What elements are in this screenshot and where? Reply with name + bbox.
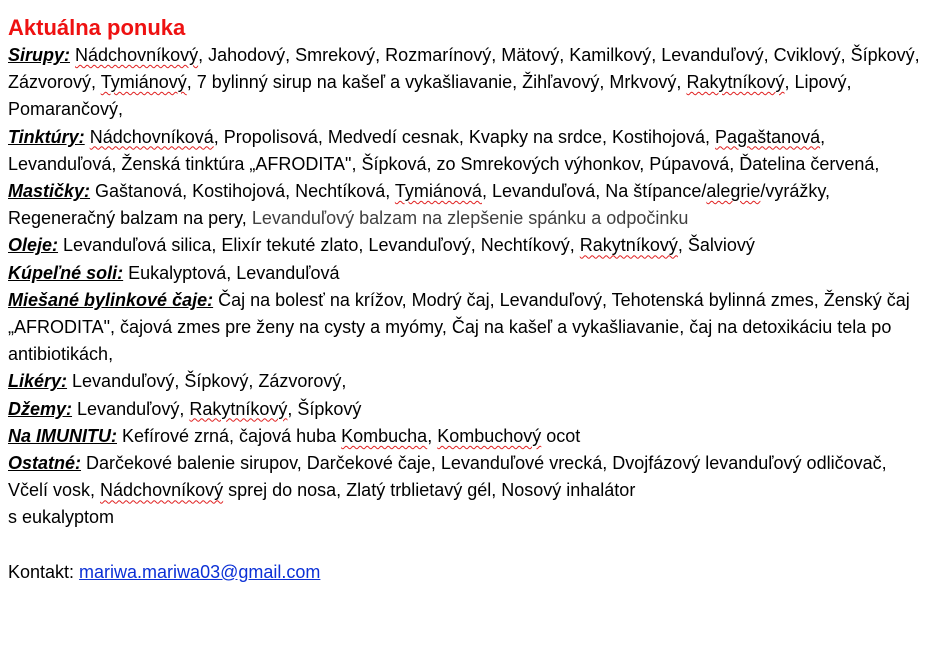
- section-text: /vyrážky, Regeneračný balzam na pery,: [8, 181, 831, 229]
- section-tinktury: [8, 124, 924, 178]
- section-text: Darčekové balenie sirupov, Darčekové čaje, Levanduľové vrecká, Dvojfázový levanduľový odličovač, Včelí vosk,: [8, 453, 887, 501]
- section-text: , Levanduľová, Ženská tinktúra „AFRODITA", Šípková, zo Smrekových výhonkov, Púpavová, Ďatelina červená,: [8, 126, 880, 174]
- section-caje: [8, 287, 924, 369]
- misspelled-word: Kombucha: [341, 425, 428, 446]
- section-text: s eukalyptom: [8, 507, 115, 528]
- section-oleje: [8, 232, 924, 259]
- section-imunita: [8, 423, 924, 450]
- section-text: Levanduľový, Šípkový, Zázvorový,: [67, 371, 347, 392]
- page-title: Aktuálna ponuka: [8, 15, 186, 40]
- misspelled-word: Nádchovníkový: [75, 45, 199, 65]
- section-likery: [8, 368, 924, 395]
- category-label: Tinktúry:: [8, 126, 85, 147]
- section-text: Levanduľová silica, Elixír tekuté zlato, Levanduľový, Nechtíkový,: [58, 235, 580, 256]
- category-label: Na IMUNITU:: [8, 425, 117, 446]
- section-text: , Šípkový: [287, 398, 362, 419]
- misspelled-word: Rakytníkový: [189, 398, 288, 419]
- section-text: , Šalviový: [677, 235, 755, 256]
- document-body: [8, 14, 924, 586]
- section-ostatne: [8, 450, 924, 532]
- section-text: , Propolisová, Medvedí cesnak, Kvapky na srdce, Kostihojová,: [213, 126, 716, 147]
- misspelled-word: Nádchovníkový: [100, 480, 224, 501]
- section-text: ocot: [541, 425, 581, 446]
- misspelled-word: Kombuchový: [437, 425, 542, 446]
- category-label: Ostatné:: [8, 453, 82, 474]
- section-text: sprej do nosa, Zlatý trblietavý gél, Nosový inhalátor: [223, 480, 636, 501]
- misspelled-word: Tymiánová: [394, 181, 482, 202]
- section-kupelne-soli: [8, 260, 924, 287]
- email-link[interactable]: mariwa.mariwa03@gmail.com: [79, 561, 321, 582]
- section-text: Levanduľový,: [72, 398, 190, 419]
- category-label: Mastičky:: [8, 181, 91, 202]
- blank-line: [8, 532, 924, 559]
- section-text: , Jahodový, Smrekový, Rozmarínový, Mätový, Kamilkový, Levanduľový, Cviklový, Šípkový, Zázvorový,: [8, 45, 920, 93]
- category-label: Kúpeľné soli:: [8, 262, 124, 283]
- category-label: Miešané bylinkové čaje:: [8, 289, 214, 310]
- section-sirupy: [8, 42, 924, 124]
- section-text: , Levanduľová, Na štípance/: [481, 181, 707, 202]
- section-text: Čaj na bolesť na krížov, Modrý čaj, Levanduľový, Tehotenská bylinná zmes, Ženský čaj „AFRODITA", čajová zmes pre ženy na cysty a myómy, Čaj na kašeľ a vykašliavanie, čaj na detoxikáciu tela po antibiotikách,: [8, 289, 910, 365]
- category-label: Džemy:: [8, 398, 73, 419]
- section-text: Eukalyptová, Levanduľová: [123, 262, 340, 283]
- section-text: , 7 bylinný sirup na kašeľ a vykašliavanie, Žihľavový, Mrkvový,: [186, 72, 687, 93]
- category-label: Sirupy:: [8, 45, 71, 65]
- misspelled-word: Rakytníkový: [686, 72, 785, 93]
- section-text: ,: [427, 425, 438, 446]
- contact-line: [8, 559, 924, 586]
- misspelled-word: Rakytníkový: [579, 235, 678, 256]
- section-masticky: [8, 178, 924, 232]
- section-text: Gaštanová, Kostihojová, Nechtíková,: [90, 181, 395, 202]
- section-text: , Lipový, Pomarančový,: [8, 72, 852, 120]
- category-label: Oleje:: [8, 235, 59, 256]
- misspelled-word: Tymiánový: [100, 72, 187, 93]
- category-label: Likéry:: [8, 371, 68, 392]
- misspelled-word: alegrie: [706, 181, 761, 202]
- misspelled-word: Pagaštanová: [715, 126, 821, 147]
- section-text: Kefírové zrná, čajová huba: [117, 425, 342, 446]
- section-dzemy: [8, 396, 924, 423]
- contact-label: Kontakt:: [8, 561, 80, 582]
- section-text-gray: Levanduľový balzam na zlepšenie spánku a odpočinku: [251, 208, 689, 229]
- misspelled-word: Nádchovníková: [89, 126, 214, 147]
